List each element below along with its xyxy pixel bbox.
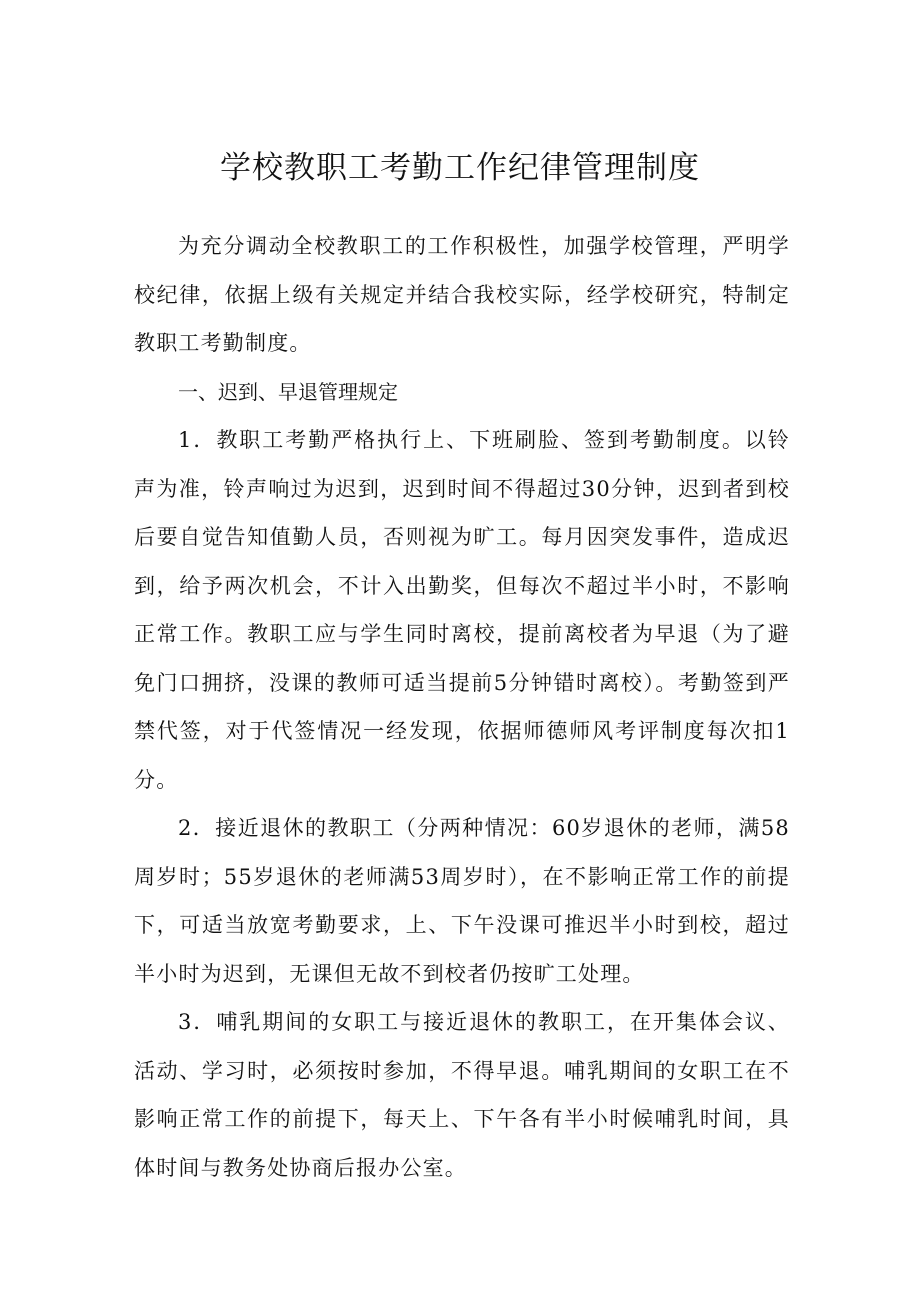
document-body	[134, 222, 790, 1192]
rule-item-3: 3．哺乳期间的女职工与接近退休的教职工，在开集体会议、活动、学习时，必须按时参加，不得早退。哺乳期间的女职工在不影响正常工作的前提下，每天上、下午各有半小时候哺乳时间，具体时间与教务处协商后报办公室。	[134, 1010, 790, 1180]
rule-item-1: 1．教职工考勤严格执行上、下班刷脸、签到考勤制度。以铃声为准，铃声响过为迟到，迟到时间不得超过30分钟，迟到者到校后要自觉告知值勤人员，否则视为旷工。每月因突发事件，造成迟到，给予两次机会，不计入出勤奖，但每次不超过半小时，不影响正常工作。教职工应与学生同时离校，提前离校者为早退（为了避免门口拥挤，没课的教师可适当提前5分钟错时离校）。考勤签到严禁代签，对于代签情况一经发现，依据师德师风考评制度每次扣1分。	[134, 428, 790, 792]
intro-paragraph: 为充分调动全校教职工的工作积极性，加强学校管理，严明学校纪律，依据上级有关规定并结合我校实际，经学校研究，特制定教职工考勤制度。	[134, 234, 790, 355]
document-title: 学校教职工考勤工作纪律管理制度	[220, 150, 700, 186]
rule-item-2: 2．接近退休的教职工（分两种情况：60岁退休的老师，满58周岁时；55岁退休的老师满53周岁时），在不影响正常工作的前提下，可适当放宽考勤要求，上、下午没课可推迟半小时到校，超过半小时为迟到，无课但无故不到校者仍按旷工处理。	[134, 816, 790, 986]
section-heading: 一、迟到、早退管理规定	[178, 379, 398, 404]
